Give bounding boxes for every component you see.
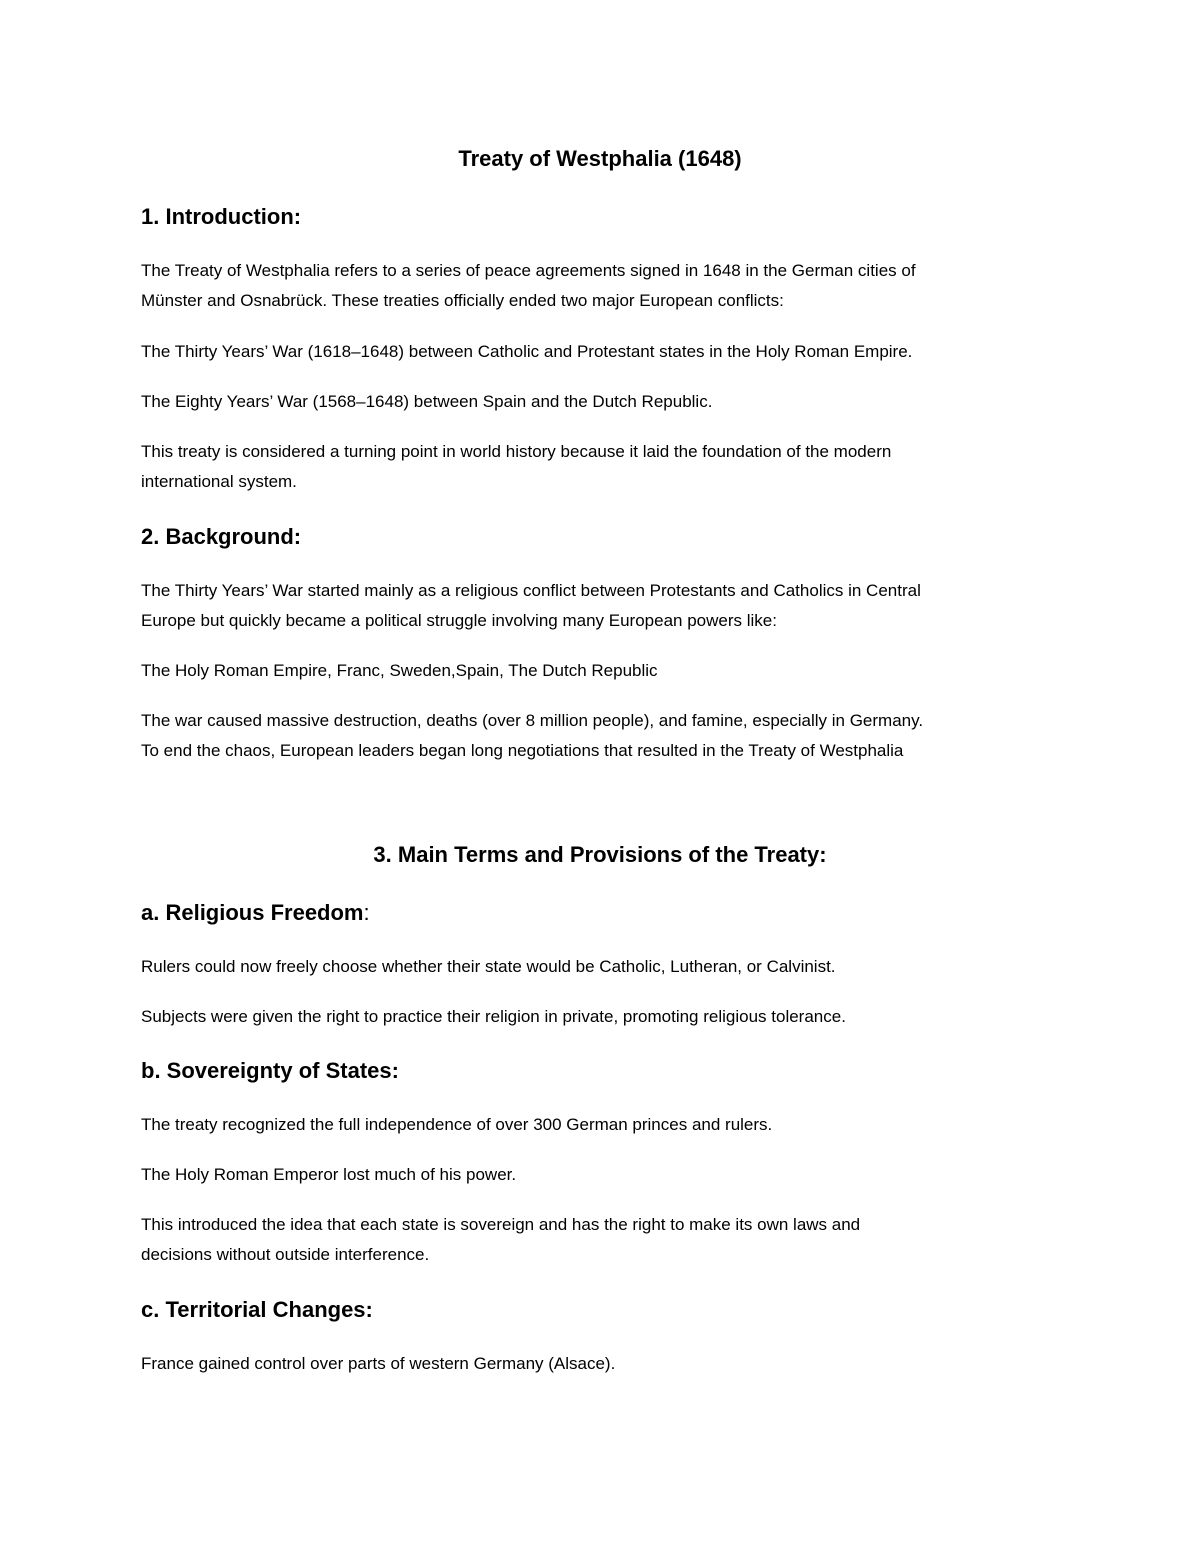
text-line: Münster and Osnabrück. These treaties officially ended two major European conflicts: xyxy=(141,291,784,310)
background-paragraph-1 xyxy=(141,576,1066,636)
document-title: Treaty of Westphalia (1648) xyxy=(458,146,742,171)
subsection-heading-territorial-changes: c. Territorial Changes: xyxy=(141,1297,373,1322)
text-line: To end the chaos, European leaders began long negotiations that resulted in the Treaty of Westphalia xyxy=(141,741,904,760)
subsection-heading-sovereignty: b. Sovereignty of States: xyxy=(141,1058,399,1083)
subsection-heading-religious-freedom xyxy=(141,898,1066,928)
text-line: The Thirty Years’ War started mainly as a religious conflict between Protestants and Catholics in Central xyxy=(141,581,921,600)
background-paragraph-3 xyxy=(141,706,1066,766)
section-heading-introduction: 1. Introduction: xyxy=(141,204,302,229)
text-line: This introduced the idea that each state is sovereign and has the right to make its own laws and xyxy=(141,1215,861,1234)
sovereignty-paragraph-2: The Holy Roman Emperor lost much of his power. xyxy=(141,1165,517,1184)
introduction-paragraph-2: The Thirty Years’ War (1618–1648) between Catholic and Protestant states in the Holy Roman Empire. xyxy=(141,342,913,361)
section-heading-main-terms: 3. Main Terms and Provisions of the Treaty: xyxy=(373,842,827,867)
text-line: international system. xyxy=(141,472,297,491)
subsection-heading-colon: : xyxy=(363,900,370,925)
text-line: Europe but quickly became a political struggle involving many European powers like: xyxy=(141,611,777,630)
territorial-changes-paragraph-1: France gained control over parts of western Germany (Alsace). xyxy=(141,1354,616,1373)
text-line: The war caused massive destruction, deaths (over 8 million people), and famine, especially in Germany. xyxy=(141,711,924,730)
sovereignty-paragraph-3 xyxy=(141,1210,1066,1270)
text-line: This treaty is considered a turning point in world history because it laid the foundation of the modern xyxy=(141,442,892,461)
text-line: The Treaty of Westphalia refers to a series of peace agreements signed in 1648 in the German cities of xyxy=(141,261,916,280)
introduction-paragraph-3: The Eighty Years’ War (1568–1648) between Spain and the Dutch Republic. xyxy=(141,392,713,411)
introduction-paragraph-4 xyxy=(141,437,1066,497)
section-heading-background: 2. Background: xyxy=(141,524,302,549)
background-paragraph-2: The Holy Roman Empire, Franc, Sweden,Spain, The Dutch Republic xyxy=(141,661,658,680)
text-line: decisions without outside interference. xyxy=(141,1245,430,1264)
sovereignty-paragraph-1: The treaty recognized the full independence of over 300 German princes and rulers. xyxy=(141,1115,773,1134)
religious-freedom-paragraph-1: Rulers could now freely choose whether their state would be Catholic, Lutheran, or Calvinist. xyxy=(141,957,836,976)
subsection-heading-text: a. Religious Freedom xyxy=(141,900,364,925)
introduction-paragraph-1 xyxy=(141,256,1066,316)
religious-freedom-paragraph-2: Subjects were given the right to practice their religion in private, promoting religious tolerance. xyxy=(141,1007,846,1026)
